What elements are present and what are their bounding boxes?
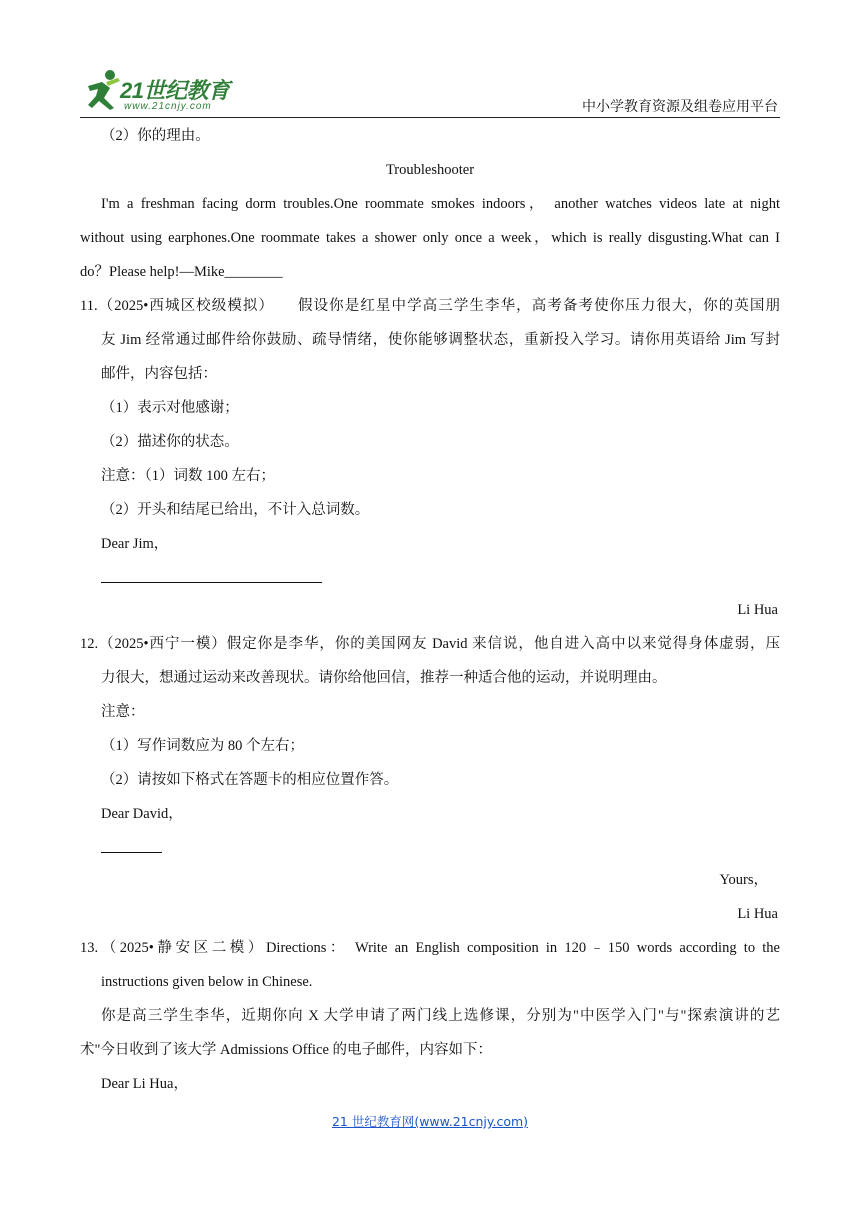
- platform-title: 中小学教育资源及组卷应用平台: [582, 99, 778, 115]
- text-line: （2）描述你的状态。: [101, 434, 239, 450]
- logo-text: 21世纪教育: [120, 78, 230, 103]
- text-line: without using earphones.One roommate takes a shower only once a week，which is really disgusting.What can I: [80, 230, 780, 246]
- question-12-stem: 12.（2025•西宁一模）假定你是李华，你的美国网友 David 来信说，他自进入高中以来觉得身体虚弱，压: [80, 636, 780, 652]
- text-line: 注意：（1）词数 100 左右；: [101, 468, 275, 484]
- article-title: Troubleshooter: [385, 162, 475, 178]
- answer-blank: [101, 568, 322, 589]
- text-line: 力很大，想通过运动来改善现状。请你给他回信，推荐一种适合他的运动，并说明理由。: [101, 670, 667, 686]
- text-line: do？Please help!—Mike________: [80, 264, 283, 280]
- page-header: [80, 62, 780, 118]
- closing: Yours，: [719, 872, 768, 888]
- answer-blank: [101, 838, 162, 859]
- text-line: （1）写作词数应为 80 个左右；: [101, 738, 304, 754]
- runner-icon: [80, 68, 124, 112]
- text-line: I'm a freshman facing dorm troubles.One roommate smokes indoors， another watches videos late at night: [101, 196, 780, 212]
- text-line: 注意：: [101, 704, 145, 720]
- footer-link[interactable]: 21 世纪教育网(www.21cnjy.com): [331, 1114, 529, 1129]
- signature: Li Hua: [737, 602, 778, 618]
- text-line: 邮件，内容包括：: [101, 366, 217, 382]
- signature: Li Hua: [737, 906, 778, 922]
- text-line: （2）开头和结尾已给出，不计入总词数。: [101, 502, 370, 518]
- salutation: Dear Jim，: [101, 536, 169, 552]
- salutation: Dear David，: [101, 806, 183, 822]
- text-line: （2）请按如下格式在答题卡的相应位置作答。: [101, 772, 399, 788]
- question-13-stem: 13.（2025•静安区二模）Directions： Write an English composition in 120﹣150 words according to the: [80, 940, 780, 956]
- header-divider: [80, 117, 780, 118]
- text-line: （2）你的理由。: [101, 128, 210, 144]
- salutation: Dear Li Hua，: [101, 1076, 188, 1092]
- question-11-stem: 11.（2025•西城区校级模拟） 假设你是红星中学高三学生李华，高考备考使你压力很大，你的英国朋: [80, 298, 780, 314]
- text-line: 术"今日收到了该大学 Admissions Office 的电子邮件，内容如下：: [80, 1042, 493, 1058]
- text-line: 你是高三学生李华，近期你向 X 大学申请了两门线上选修课，分别为"中医学入门"与"探索演讲的艺: [101, 1008, 780, 1024]
- logo-subtext: www.21cnjy.com: [124, 101, 212, 112]
- text-line: 友 Jim 经常通过邮件给你鼓励、疏导情绪，使你能够调整状态，重新投入学习。请你用英语给 Jim 写封: [101, 332, 780, 348]
- site-logo: [80, 68, 250, 116]
- page-footer: [0, 1112, 860, 1130]
- text-line: （1）表示对他感谢；: [101, 400, 239, 416]
- text-line: instructions given below in Chinese.: [101, 974, 313, 990]
